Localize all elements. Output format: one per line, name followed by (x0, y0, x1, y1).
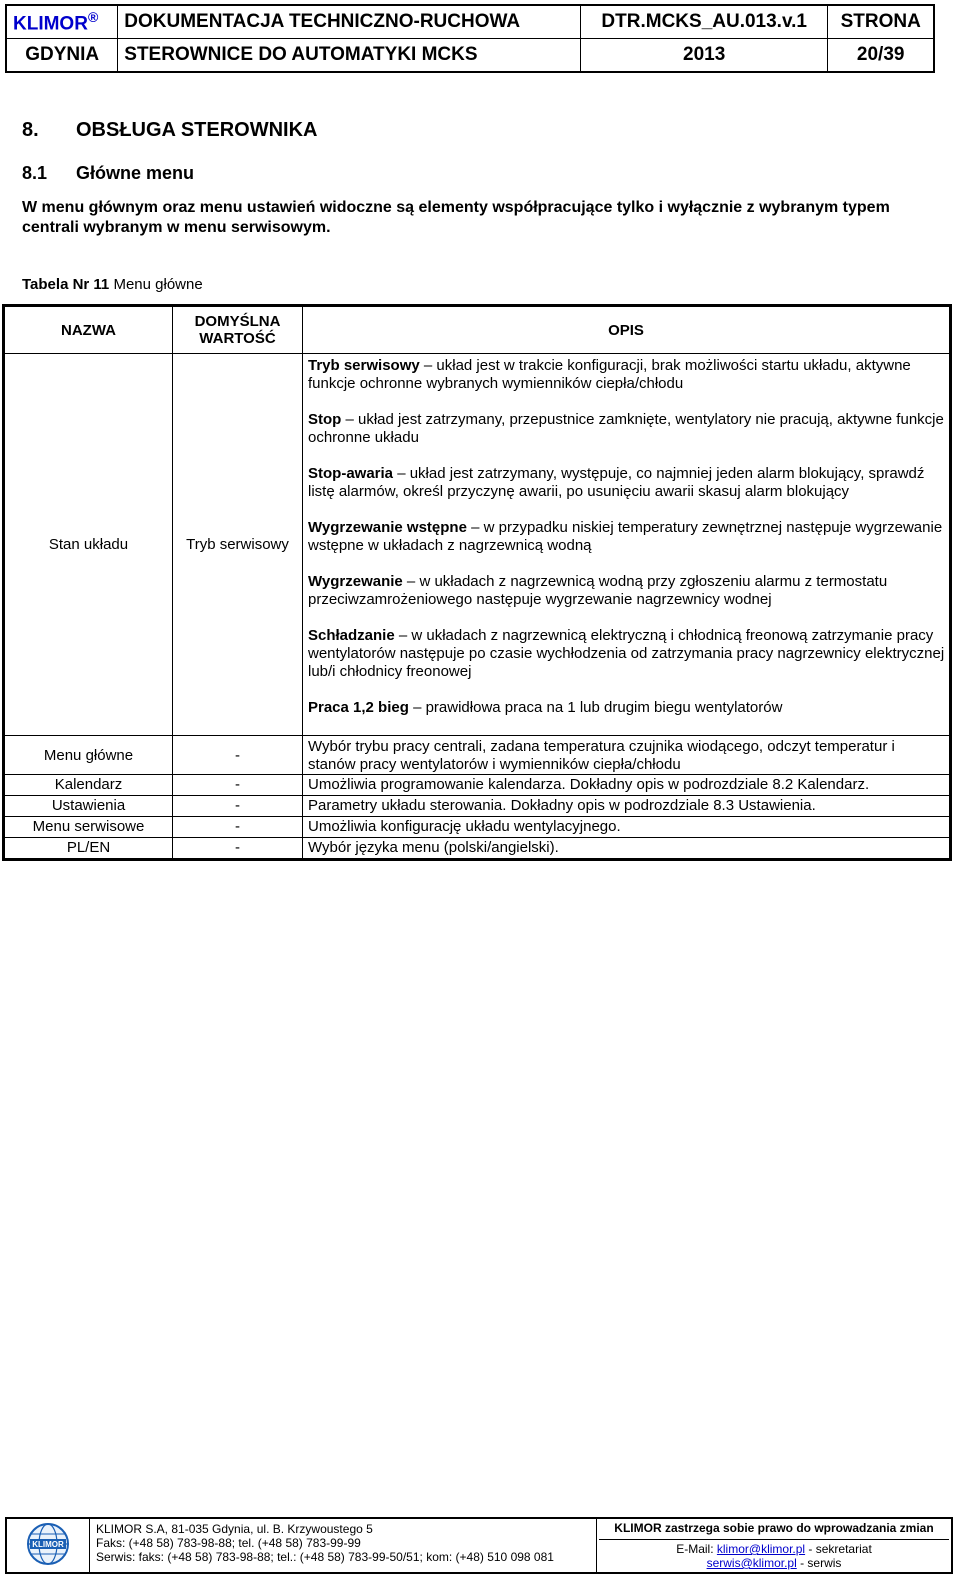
state-list (303, 354, 951, 736)
row-name: Stan układu (4, 354, 173, 736)
row-default: - (173, 775, 303, 796)
table-row (4, 775, 951, 796)
state-item (308, 519, 945, 555)
table-row (4, 736, 951, 775)
header-default: DOMYŚLNA WARTOŚĆ (173, 306, 303, 354)
row-default: - (173, 736, 303, 775)
table-header-row (4, 306, 951, 354)
row-desc: Umożliwia programowanie kalendarza. Dokładny opis w podrozdziale 8.2 Kalendarz. (303, 775, 951, 796)
section-number: 8. (22, 119, 39, 141)
page-number: 20/39 (828, 39, 934, 73)
footer-logo (6, 1518, 90, 1573)
state-item (308, 573, 945, 609)
state-item (308, 627, 945, 681)
footer-service: Serwis: faks: (+48 58) 783-98-88; tel.: (+48 58) 783-99-50/51; kom: (+48) 510 098 081 (96, 1550, 554, 1564)
caption-label: Tabela Nr 11 (22, 276, 110, 293)
state-item (308, 411, 945, 447)
state-desc: – w układach z nagrzewnicą elektryczną i chłodnicą freonową zatrzymanie pracy wentylatorów następuje po czasie wychłodzenia od zatrzymania pracy nagrzewnicy elektrycznej lub/i chłodnicy freonowej (308, 627, 945, 680)
row-default: - (173, 838, 303, 860)
subsection-number: 8.1 (22, 163, 48, 183)
doc-subtitle: STEROWNICE DO AUTOMATYKI MCKS (118, 39, 581, 73)
intro-paragraph: W menu głównym oraz menu ustawień widoczne są elementy współpracujące tylko i wyłącznie z wybranym typem centrali wybranym w menu serwisowym. (22, 199, 890, 236)
table-row (4, 817, 951, 838)
email-service-role: - serwis (796, 1556, 842, 1570)
email-label: E-Mail: (676, 1542, 717, 1556)
doc-year: 2013 (581, 39, 828, 73)
state-term: Stop-awaria (308, 465, 394, 482)
state-item (308, 699, 945, 717)
row-desc: Wybór trybu pracy centrali, zadana temperatura czujnika wiodącego, odczyt temperatur i stanów pracy wentylatorów i wymienników ciepła/chłodu (303, 736, 951, 775)
state-term: Tryb serwisowy (308, 357, 420, 374)
city: GDYNIA (6, 39, 118, 73)
company-logo (6, 5, 118, 39)
state-desc: – w układach z nagrzewnicą wodną przy zgłoszeniu alarmu z termostatu przeciwzamrożeniowego następuje wygrzewanie nagrzewnicy wodnej (308, 573, 888, 608)
state-term: Praca 1,2 bieg (308, 699, 409, 716)
state-item (308, 465, 945, 501)
state-term: Stop (308, 411, 342, 428)
state-desc: – układ jest zatrzymany, przepustnice zamknięte, wentylatory nie pracują, aktywne funkcje ochronne układu (308, 411, 944, 446)
caption-text: Menu główne (109, 276, 203, 293)
row-default: Tryb serwisowy (173, 354, 303, 736)
page-label: STRONA (828, 5, 934, 39)
row-name: Ustawienia (4, 796, 173, 817)
row-name: Menu serwisowe (4, 817, 173, 838)
logo-text: KLIMOR (13, 13, 88, 35)
registered-mark: ® (87, 8, 99, 25)
row-default: - (173, 796, 303, 817)
state-desc: – prawidłowa praca na 1 lub drugim biegu wentylatorów (408, 699, 783, 716)
footer-email-line (599, 1556, 949, 1570)
header-name: NAZWA (4, 306, 173, 354)
footer-logo-text: KLIMOR (32, 1540, 64, 1549)
row-desc: Parametry układu sterowania. Dokładny opis w podrozdziale 8.3 Ustawienia. (303, 796, 951, 817)
footer-contact-block (597, 1518, 953, 1573)
row-desc: Umożliwia konfigurację układu wentylacyjnego. (303, 817, 951, 838)
state-desc: – układ jest zatrzymany, występuje, co najmniej jeden alarm blokujący, sprawdź listę alarmów, określ przyczynę awarii, po usunięciu awarii skasuj alarm blokujący (308, 465, 925, 500)
subsection-heading (22, 163, 194, 184)
table-row (4, 796, 951, 817)
footer-email-line (599, 1542, 949, 1556)
header-desc: OPIS (303, 306, 951, 354)
footer-address: KLIMOR S.A, 81-035 Gdynia, ul. B. Krzywoustego 5 (96, 1522, 373, 1536)
state-desc: – układ jest w trakcie konfiguracji, brak możliwości startu układu, aktywne funkcje ochronne wybranych wymienników ciepła/chłodu (308, 357, 911, 392)
table-row (4, 354, 951, 736)
document-footer (5, 1517, 953, 1574)
row-name: Kalendarz (4, 775, 173, 796)
row-name: PL/EN (4, 838, 173, 860)
row-desc: Wybór języka menu (polski/angielski). (303, 838, 951, 860)
menu-table (2, 304, 952, 861)
footer-notice: KLIMOR zastrzega sobie prawo do wprowadzania zmian (599, 1521, 949, 1540)
klimor-globe-icon (16, 1522, 80, 1566)
row-default: - (173, 817, 303, 838)
doc-title: DOKUMENTACJA TECHNICZNO-RUCHOWA (118, 5, 581, 39)
email-service-link[interactable]: serwis@klimor.pl (706, 1556, 797, 1570)
doc-code: DTR.MCKS_AU.013.v.1 (581, 5, 828, 39)
document-header (5, 4, 935, 73)
state-term: Schładzanie (308, 627, 395, 644)
state-term: Wygrzewanie wstępne (308, 519, 467, 536)
subsection-title: Główne menu (76, 163, 195, 183)
row-name: Menu główne (4, 736, 173, 775)
email-secretariat-role: - sekretariat (805, 1542, 872, 1556)
section-title: OBSŁUGA STEROWNIKA (76, 119, 318, 141)
section-heading (22, 119, 317, 142)
state-term: Wygrzewanie (308, 573, 403, 590)
table-caption (22, 276, 203, 293)
email-secretariat-link[interactable]: klimor@klimor.pl (716, 1542, 806, 1556)
state-desc: – w przypadku niskiej temperatury zewnętrznej następuje wygrzewanie wstępne w układach z nagrzewnicą wodną (308, 519, 943, 554)
footer-fax: Faks: (+48 58) 783-98-88; tel. (+48 58) 783-99-99 (96, 1536, 361, 1550)
table-row (4, 838, 951, 860)
state-item (308, 357, 945, 393)
footer-address-block (90, 1518, 597, 1573)
